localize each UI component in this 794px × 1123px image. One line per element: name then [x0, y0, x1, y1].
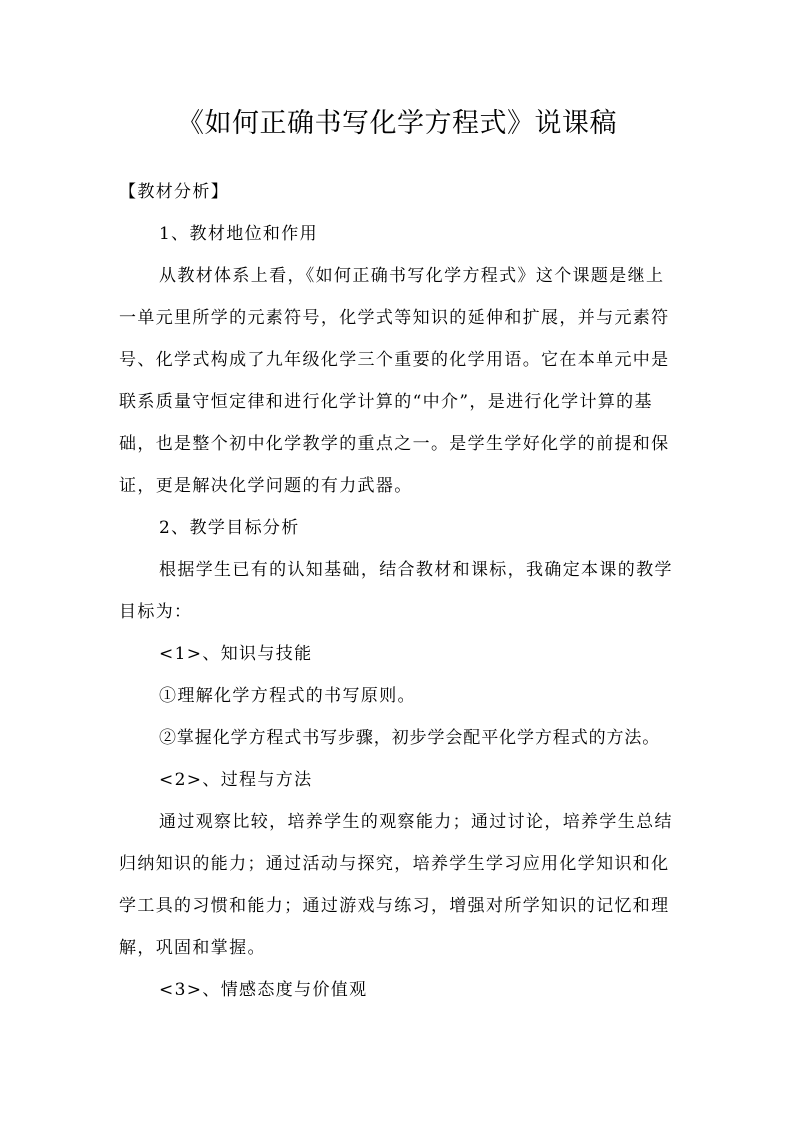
paragraph-line: 通过观察比较，培养学生的观察能力；通过讨论，培养学生总结 [159, 812, 673, 832]
document-title: 《如何正确书写化学方程式》说课稿 [177, 108, 617, 139]
paragraph-line: 根据学生已有的认知基础，结合教材和课标，我确定本课的教学 [159, 560, 673, 580]
section-heading-textbook-analysis: 【教材分析】 [119, 182, 230, 202]
subheading-emotion-values: <3>、情感态度与价值观 [159, 980, 368, 1000]
paragraph-line: 联系质量守恒定律和进行化学计算的“中介”，是进行化学计算的基 [119, 392, 653, 412]
paragraph-line: 号、化学式构成了九年级化学三个重要的化学用语。它在本单元中是 [119, 350, 670, 370]
paragraph-line: 学工具的习惯和能力；通过游戏与练习，增强对所学知识的记忆和理 [119, 896, 670, 916]
paragraph-line: 目标为： [119, 602, 193, 622]
paragraph-line: 础，也是整个初中化学教学的重点之一。是学生学好化学的前提和保 [119, 434, 670, 454]
subheading-teaching-goals: 2、教学目标分析 [159, 518, 300, 538]
subheading-process-method: <2>、过程与方法 [159, 770, 313, 790]
subheading-textbook-role: 1、教材地位和作用 [159, 224, 318, 244]
paragraph-line: 证，更是解决化学问题的有力武器。 [119, 476, 413, 496]
paragraph-line: 解，巩固和掌握。 [119, 938, 266, 958]
list-item: ②掌握化学方程式书写步骤，初步学会配平化学方程式的方法。 [159, 728, 661, 748]
subheading-knowledge-skills: <1>、知识与技能 [159, 644, 313, 664]
list-item: ①理解化学方程式的书写原则。 [159, 686, 416, 706]
paragraph-line: 一单元里所学的元素符号，化学式等知识的延伸和扩展，并与元素符 [119, 308, 670, 328]
paragraph-line: 从教材体系上看，《如何正确书写化学方程式》这个课题是继上 [159, 266, 665, 286]
paragraph-line: 归纳知识的能力；通过活动与探究，培养学生学习应用化学知识和化 [119, 854, 670, 874]
